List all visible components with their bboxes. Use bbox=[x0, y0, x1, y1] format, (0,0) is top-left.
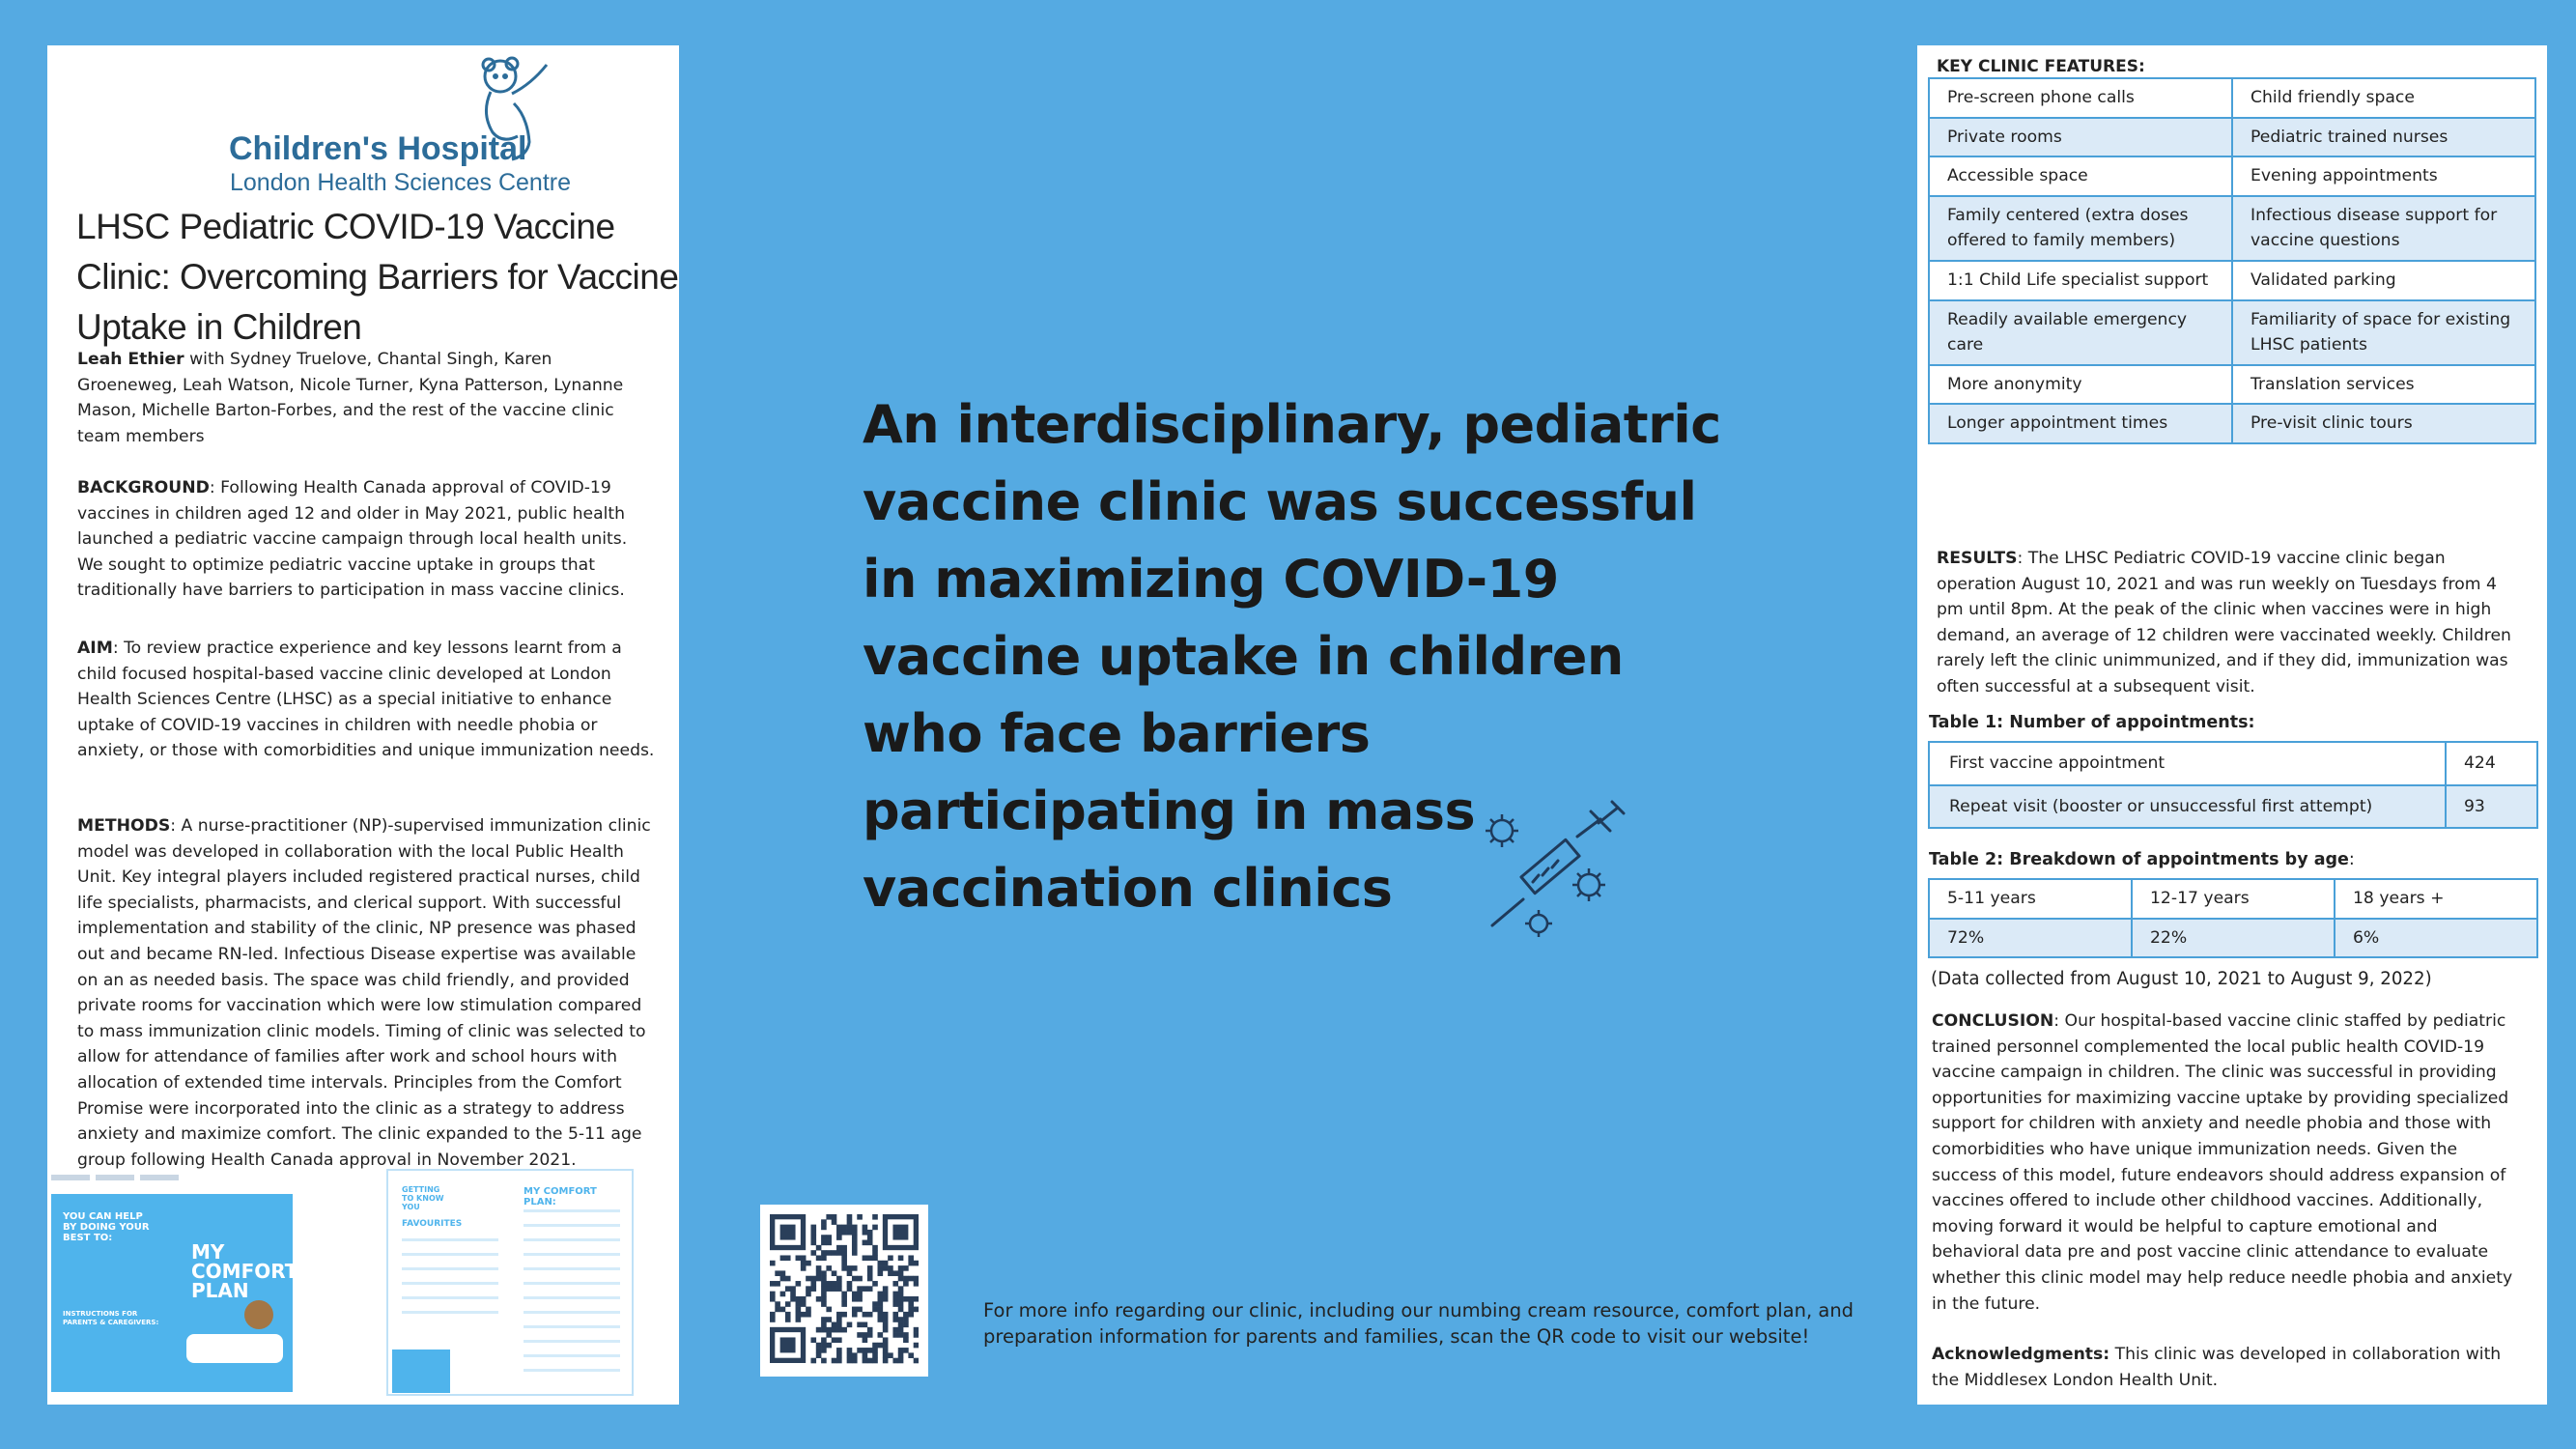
results-section bbox=[1937, 546, 2521, 700]
lead-author: Leah Ethier bbox=[77, 350, 184, 369]
table-cell: Readily available emergency care bbox=[1929, 300, 2232, 365]
background-label: BACKGROUND bbox=[77, 478, 210, 497]
table-cell: Familiarity of space for existing LHSC patients bbox=[2232, 300, 2535, 365]
thumbnail-heading-2: MY COMFORT PLAN: bbox=[524, 1186, 597, 1208]
table1-heading: Table 1: Number of appointments: bbox=[1929, 713, 2255, 732]
table-cell: Pre-visit clinic tours bbox=[2232, 404, 2535, 443]
table-cell: 424 bbox=[2446, 742, 2537, 785]
thumbnail-lines-right bbox=[524, 1209, 620, 1383]
table-row bbox=[1929, 78, 2535, 118]
table-cell: Longer appointment times bbox=[1929, 404, 2232, 443]
logo-title: Children's Hospital bbox=[229, 130, 527, 167]
vaccine-syringe-icon bbox=[1473, 800, 1632, 940]
table-cell: Child friendly space bbox=[2232, 78, 2535, 118]
table-cell: 1:1 Child Life specialist support bbox=[1929, 261, 2232, 300]
main-statement: An interdisciplinary, pediatric vaccine clinic was successful in maximizing COVID-19 vaccine uptake in children who face barriers participating in mass vaccination clinics bbox=[863, 394, 1721, 919]
qr-code[interactable] bbox=[760, 1205, 928, 1377]
table-row bbox=[1929, 785, 2537, 829]
table2-heading-text: Table 2: Breakdown of appointments by age bbox=[1929, 850, 2349, 869]
data-note: (Data collected from August 10, 2021 to August 9, 2022) bbox=[1931, 969, 2432, 989]
table-row bbox=[1929, 300, 2535, 365]
table-cell: Repeat visit (booster or unsuccessful first attempt) bbox=[1929, 785, 2446, 829]
table-row bbox=[1929, 118, 2535, 157]
table2-heading bbox=[1929, 847, 2355, 873]
table-cell: 93 bbox=[2446, 785, 2537, 829]
comfort-plan-card bbox=[51, 1194, 298, 1392]
comfort-plan-thumbnail-2 bbox=[386, 1169, 642, 1401]
thumbnail-heading-3: FAVOURITES bbox=[402, 1219, 463, 1229]
methods-section bbox=[77, 813, 655, 1173]
features-table bbox=[1928, 77, 2536, 444]
comfort-plan-thumbnail-1 bbox=[47, 1169, 335, 1401]
co-authors: with Sydney Truelove, Chantal Singh, Karen Groeneweg, Leah Watson, Nicole Turner, Kyna Patterson, Lynanne Mason, Michelle Barton-Forbes, and the rest of the vaccine clinic team members bbox=[77, 350, 624, 446]
table-row bbox=[1929, 404, 2535, 443]
age-breakdown-table bbox=[1928, 878, 2538, 958]
acknowledgments-section bbox=[1932, 1342, 2526, 1393]
authors bbox=[77, 347, 655, 449]
table-row bbox=[1929, 196, 2535, 261]
table-row bbox=[1929, 261, 2535, 300]
thumbnail-small-text: YOU CAN HELP BY DOING YOUR BEST TO: bbox=[63, 1211, 150, 1243]
table-cell: More anonymity bbox=[1929, 365, 2232, 405]
table-cell: 72% bbox=[1929, 919, 2132, 958]
conclusion-section bbox=[1932, 1009, 2521, 1317]
results-label: RESULTS bbox=[1937, 549, 2018, 568]
virus-icon bbox=[1486, 814, 1605, 937]
table-cell: 22% bbox=[2132, 919, 2335, 958]
qr-code-icon bbox=[770, 1214, 919, 1367]
table-cell: 18 years + bbox=[2335, 879, 2537, 919]
table-row bbox=[1929, 919, 2537, 958]
results-text: : The LHSC Pediatric COVID-19 vaccine clinic began operation August 10, 2021 and was run weekly on Tuesdays from 4 pm until 8pm. At the peak of the clinic when vaccines were in high demand, an average of 12 children were vaccinated weekly. Children rarely left the clinic unimmunized, and if they did, immunization was often successful at a subsequent visit. bbox=[1937, 549, 2511, 696]
table-row bbox=[1929, 365, 2535, 405]
methods-label: METHODS bbox=[77, 816, 171, 836]
poster-title: LHSC Pediatric COVID-19 Vaccine Clinic: Overcoming Barriers for Vaccine Uptake in Children bbox=[76, 207, 679, 347]
appointments-table bbox=[1928, 741, 2538, 829]
table-cell: Family centered (extra doses offered to family members) bbox=[1929, 196, 2232, 261]
thumbnail-blue-block bbox=[392, 1350, 450, 1393]
aim-label: AIM bbox=[77, 639, 113, 658]
comfort-plan-page bbox=[386, 1169, 634, 1396]
table-cell: Private rooms bbox=[1929, 118, 2232, 157]
table-cell: Pediatric trained nurses bbox=[2232, 118, 2535, 157]
table-cell: Validated parking bbox=[2232, 261, 2535, 300]
table-cell: Pre-screen phone calls bbox=[1929, 78, 2232, 118]
hospital-logo bbox=[178, 51, 572, 206]
table2-heading-colon: : bbox=[2348, 850, 2355, 869]
table-cell: 12-17 years bbox=[2132, 879, 2335, 919]
table-cell: Translation services bbox=[2232, 365, 2535, 405]
conclusion-text: : Our hospital-based vaccine clinic staffed by pediatric trained personnel complemented the local public health COVID-19 vaccine campaign in children. The clinic was successful in providing opportunities for maximizing vaccine uptake by providing specialized support for children with anxiety and needle phobia and those with comorbidities who have unique immunization needs. Given the success of this model, future endeavors should address expansion of vaccines offered to include other childhood vaccines. Additionally, moving forward it would be helpful to capture emotional and behavioral data pre and post vaccine clinic attendance to evaluate whether this clinic model may help reduce needle phobia and anxiety in the future. bbox=[1932, 1011, 2513, 1314]
thumbnail-big-text: MY COMFORT PLAN bbox=[191, 1240, 298, 1302]
methods-text: : A nurse-practitioner (NP)-supervised immunization clinic model was developed in collaboration with the local Public Health Unit. Key integral players included registered practical nurses, child life specialists, pharmacists, and clerical support. With successful implementation and stability of the clinic, NP presence was phased out and became RN-led. Infectious Disease expertise was available on an as needed basis. The space was child friendly, and provided private rooms for vaccination which were low stimulation compared to mass immunization clinic models. Timing of clinic was selected to allow for attendance of families after work and school hours with allocation of extended time intervals. Principles from the Comfort Promise were incorporated into the clinic as a strategy to address anxiety and maximize comfort. The clinic expanded to the 5-11 age group following Health Canada approval in November 2021. bbox=[77, 816, 651, 1170]
acknowledgments-label: Acknowledgments: bbox=[1932, 1345, 2110, 1364]
bear-illustration-icon bbox=[244, 1300, 273, 1329]
table-cell: 6% bbox=[2335, 919, 2537, 958]
more-info-text: For more info regarding our clinic, including our numbing cream resource, comfort plan, and preparation information for parents and families, scan the QR code to visit our website! bbox=[983, 1299, 1854, 1348]
thumbnail-lines-left bbox=[402, 1238, 498, 1325]
thumbnail-heading-1: GETTING TO KNOW YOU bbox=[402, 1185, 444, 1211]
table-cell: Accessible space bbox=[1929, 156, 2232, 196]
table-cell: Infectious disease support for vaccine questions bbox=[2232, 196, 2535, 261]
conclusion-label: CONCLUSION bbox=[1932, 1011, 2054, 1031]
acknowledgments-text: This clinic was developed in collaboration with the Middlesex London Health Unit. bbox=[1932, 1345, 2502, 1390]
aim-section bbox=[77, 636, 655, 764]
table-row bbox=[1929, 742, 2537, 785]
logo-subtitle: London Health Sciences Centre bbox=[230, 169, 572, 196]
aim-text: : To review practice experience and key lessons learnt from a child focused hospital-based vaccine clinic developed at London Health Sciences Centre (LHSC) as a special initiative to enhance uptake of COVID-19 vaccines in children with needle phobia or anxiety, or those with comorbidities and unique immunization needs. bbox=[77, 639, 655, 761]
background-section bbox=[77, 475, 655, 604]
right-panel bbox=[1917, 45, 2547, 1405]
name-box bbox=[186, 1334, 283, 1363]
table-row bbox=[1929, 156, 2535, 196]
table-cell: Evening appointments bbox=[2232, 156, 2535, 196]
table-row bbox=[1929, 879, 2537, 919]
table-cell: 5-11 years bbox=[1929, 879, 2132, 919]
table-cell: First vaccine appointment bbox=[1929, 742, 2446, 785]
background-text: : Following Health Canada approval of COVID-19 vaccines in children aged 12 and older in May 2021, public health launched a pediatric vaccine campaign through local health units. We sought to optimize pediatric vaccine uptake in groups that traditionally have barriers to participation in mass vaccine clinics. bbox=[77, 478, 628, 601]
thumbnail-header-bar bbox=[47, 1175, 335, 1186]
features-heading: KEY CLINIC FEATURES: bbox=[1937, 57, 2145, 76]
thumbnail-small-text-2: INSTRUCTIONS FOR PARENTS & CAREGIVERS: bbox=[63, 1310, 159, 1326]
